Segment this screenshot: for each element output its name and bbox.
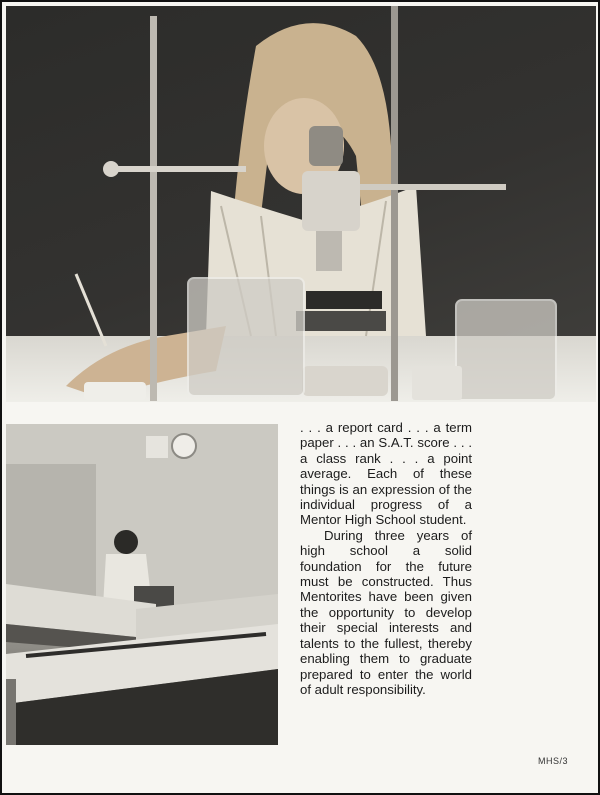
drafting-scene bbox=[6, 424, 278, 745]
microscope-scene bbox=[6, 6, 596, 402]
article-paragraph-1: . . . a report card . . . a term paper . . . an S.A.T. score . . . a class rank . . . a point average. Each of these things is an expression of the individual progress of a Mentor High School student. bbox=[300, 420, 472, 528]
student-drafting-photo bbox=[6, 424, 278, 745]
student-microscope-photo bbox=[6, 6, 596, 402]
page-folio: MHS/3 bbox=[537, 756, 568, 766]
article-text bbox=[300, 420, 472, 697]
article-paragraph-2: During three years of high school a solid foundation for the future must be constructed. Thus Mentorites have been given the opportunity to develop their special interests and talents to the fullest, thereby enabling them to graduate prepared to enter the world of adult responsibility. bbox=[300, 527, 472, 697]
